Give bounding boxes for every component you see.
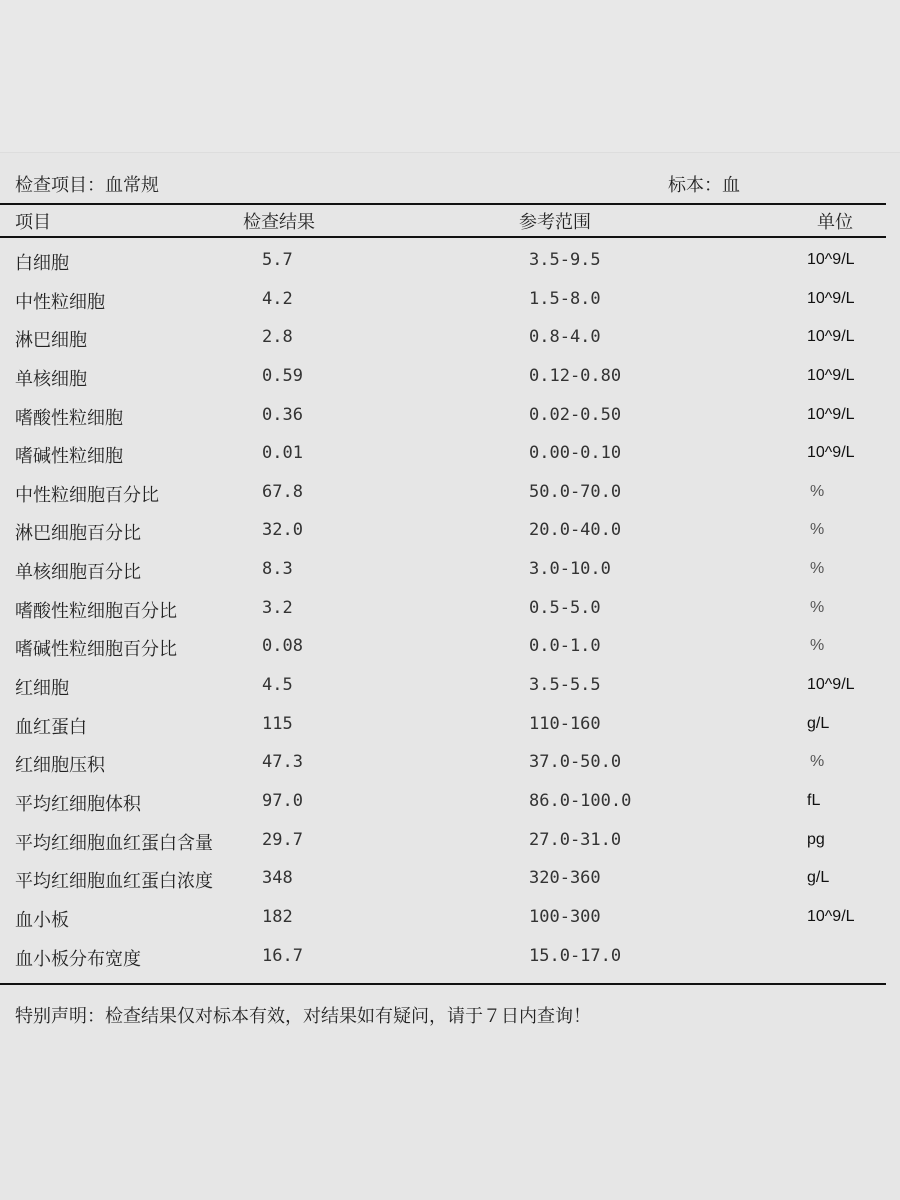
test-name-cell: 血小板分布宽度 [15,948,141,970]
unit-cell: % [810,521,825,539]
unit-cell: 10^9/L [807,289,855,307]
test-name-cell: 淋巴细胞 [15,330,87,352]
column-header-unit: 单位 [817,212,853,233]
reference-range-cell: 15.0-17.0 [529,945,622,966]
test-name-cell: 白细胞 [15,253,69,274]
unit-cell: 10^9/L [807,251,855,268]
test-result-cell: 115 [262,713,293,734]
unit-cell: % [810,598,825,616]
unit-cell: fL [807,791,821,809]
reference-range-cell: 1.5-8.0 [529,288,601,309]
reference-range-cell: 50.0-70.0 [529,481,622,502]
test-result-cell: 0.59 [262,365,303,386]
reference-range-cell: 27.0-31.0 [529,829,622,850]
table-row [0,898,900,937]
test-name-cell: 中性粒细胞百分比 [15,484,159,506]
column-header-item: 项目 [15,212,51,233]
unit-cell: 10^9/L [807,328,855,346]
unit-cell: 10^9/L [807,444,855,462]
test-result-cell: 0.08 [262,636,303,657]
test-result-cell: 32.0 [262,520,303,541]
unit-cell: % [810,560,825,578]
test-name-cell: 平均红细胞血红蛋白浓度 [15,871,213,893]
column-header-result: 检查结果 [243,212,315,233]
unit-cell: 10^9/L [807,907,855,925]
test-result-cell: 5.7 [262,250,293,270]
test-name-cell: 单核细胞百分比 [15,562,141,584]
table-row [0,859,900,898]
table-row [0,318,900,357]
result-rows [0,241,900,975]
test-name-cell: 血红蛋白 [15,716,87,738]
test-name-cell: 红细胞 [15,678,69,700]
test-name-cell: 血小板 [15,909,69,931]
header-bottom-rule [0,236,886,238]
unit-cell: g/L [807,714,830,732]
table-row [0,743,900,782]
test-name-cell: 平均红细胞体积 [15,793,141,815]
test-name-cell: 嗜碱性粒细胞 [15,446,123,468]
table-row [0,241,900,280]
unit-cell: % [810,482,825,500]
reference-range-cell: 37.0-50.0 [529,752,622,773]
table-row [0,627,900,666]
test-result-cell: 4.5 [262,675,293,696]
reference-range-cell: 0.0-1.0 [529,636,601,657]
test-name-cell: 中性粒细胞 [15,291,105,313]
test-result-cell: 47.3 [262,752,303,773]
test-result-cell: 182 [262,906,293,927]
reference-range-cell: 0.8-4.0 [529,327,601,348]
column-header-reference-range: 参考范围 [519,212,591,233]
special-notice: 特别声明：检查结果仅对标本有效，对结果如有疑问，请于７日内查询！ [15,1006,591,1027]
test-name-cell: 红细胞压积 [15,755,105,777]
table-row [0,589,900,628]
table-row [0,396,900,435]
table-row [0,705,900,744]
reference-range-cell: 0.12-0.80 [529,365,622,386]
unit-cell: 10^9/L [807,676,855,694]
unit-cell: g/L [807,869,830,887]
reference-range-cell: 0.02-0.50 [529,404,622,425]
reference-range-cell: 0.5-5.0 [529,597,601,618]
table-row [0,434,900,473]
test-result-cell: 97.0 [262,790,303,811]
reference-range-cell: 320-360 [529,868,601,889]
unit-cell: 10^9/L [807,366,855,384]
test-result-cell: 0.36 [262,404,303,425]
table-row [0,280,900,319]
test-result-cell: 16.7 [262,945,303,966]
unit-cell: 10^9/L [807,405,855,423]
table-row [0,357,900,396]
table-row [0,937,900,976]
test-result-cell: 29.7 [262,829,303,850]
unit-cell: pg [807,830,825,848]
test-name-cell: 嗜酸性粒细胞 [15,407,123,429]
test-result-cell: 8.3 [262,559,293,580]
table-row [0,821,900,860]
header-top-rule [0,203,886,205]
test-result-cell: 4.2 [262,288,293,309]
test-name-cell: 嗜酸性粒细胞百分比 [15,600,177,622]
reference-range-cell: 100-300 [529,906,601,927]
table-row [0,666,900,705]
test-result-cell: 348 [262,868,293,889]
test-result-cell: 2.8 [262,327,293,348]
table-row [0,511,900,550]
table-row [0,550,900,589]
test-result-cell: 3.2 [262,597,293,618]
reference-range-cell: 0.00-0.10 [529,443,622,464]
test-name-cell: 嗜碱性粒细胞百分比 [15,639,177,661]
reference-range-cell: 3.5-9.5 [529,250,601,270]
table-row [0,473,900,512]
reference-range-cell: 20.0-40.0 [529,520,622,541]
test-name-cell: 淋巴细胞百分比 [15,523,141,545]
unit-cell: % [810,753,825,771]
reference-range-cell: 3.0-10.0 [529,559,611,580]
reference-range-cell: 3.5-5.5 [529,675,601,696]
reference-range-cell: 110-160 [529,713,601,734]
test-name-cell: 单核细胞 [15,368,87,390]
test-name-cell: 平均红细胞血红蛋白含量 [15,832,213,854]
specimen-label: 标本：血 [668,175,740,196]
table-row [0,782,900,821]
exam-item-label: 检查项目：血常规 [15,175,159,196]
test-result-cell: 0.01 [262,443,303,464]
unit-cell: % [810,637,825,655]
table-bottom-rule [0,983,886,985]
reference-range-cell: 86.0-100.0 [529,790,632,811]
test-result-cell: 67.8 [262,481,303,502]
